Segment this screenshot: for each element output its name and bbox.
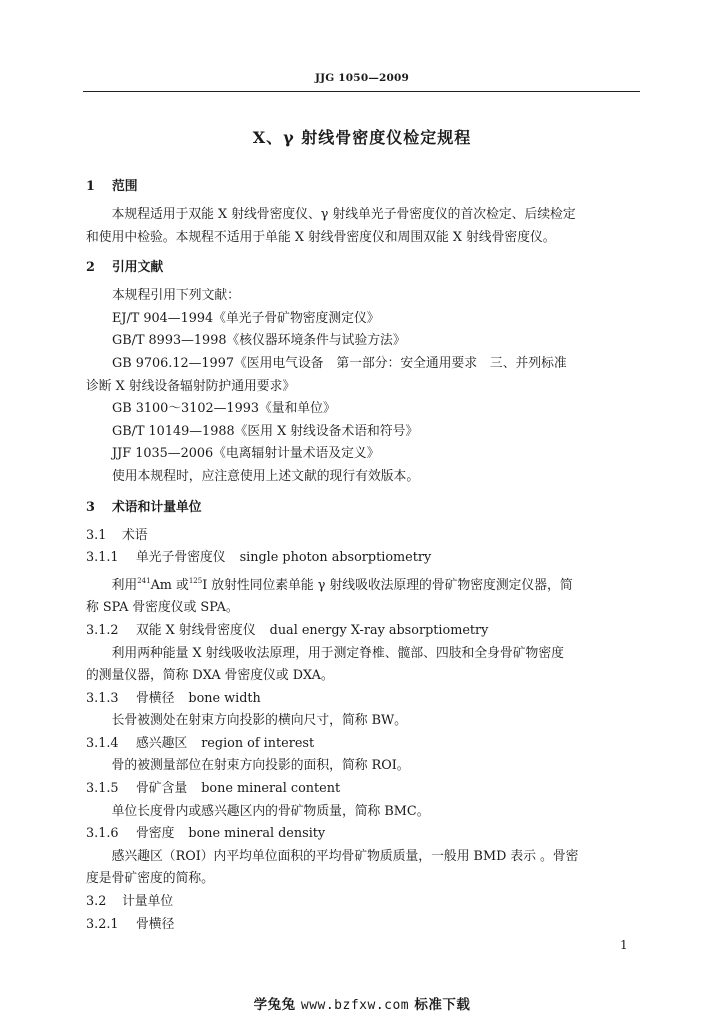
section-number: 3 xyxy=(86,499,95,515)
term-definition: 利用$^{241}$Am 或$^{125}$I 放射性同位素单能 γ 射线吸收法原理的骨矿物密度测定仪器，简 xyxy=(111,576,573,593)
term-number: 3.1.3 xyxy=(86,690,119,706)
page-number: 1 xyxy=(620,938,628,952)
section-2-heading xyxy=(86,257,640,279)
subsection-3-2: 3.2 计量单位 xyxy=(86,894,174,910)
header-rule xyxy=(83,91,640,92)
reference-item: GB 3100～3102—1993《量和单位》 xyxy=(112,401,336,417)
term-number: 3.1.5 xyxy=(86,781,119,797)
term-heading xyxy=(86,688,640,711)
term-english: region of interest xyxy=(201,735,315,751)
section-title: 引用文献 xyxy=(112,260,164,276)
term-definition-continuation: 称 SPA 骨密度仪或 SPA。 xyxy=(86,600,239,616)
term-english: bone mineral density xyxy=(188,826,326,842)
document-body xyxy=(86,176,640,936)
references-intro: 本规程引用下列文献： xyxy=(112,288,240,304)
reference-item-continuation: 诊断 X 射线设备辐射防护通用要求》 xyxy=(86,378,296,394)
term-number: 3.1.4 xyxy=(86,735,119,751)
term-english: dual energy X-ray absorptiometry xyxy=(269,622,489,638)
footer-site-name: 学兔兔 xyxy=(253,997,296,1013)
term-definition-continuation: 度是骨矿密度的简称。 xyxy=(86,871,214,887)
section-title: 范围 xyxy=(112,179,138,194)
term-chinese: 骨密度 xyxy=(136,826,175,842)
term-definition: 骨的被测量部位在射束方向投影的面积，简称 ROI。 xyxy=(111,758,410,774)
term-chinese: 双能 X 射线骨密度仪 xyxy=(136,622,256,638)
document-title: X、γ 射线骨密度仪检定规程 xyxy=(252,128,472,147)
term-definition: 利用两种能量 X 射线吸收法原理，用于测定脊椎、髋部、四肢和全身骨矿物密度 xyxy=(111,645,564,661)
section-title: 术语和计量单位 xyxy=(112,499,202,515)
subsection-3-2-1: 3.2.1 骨横径 xyxy=(86,916,175,932)
footer-tagline: 标准下载 xyxy=(414,997,471,1013)
reference-item: EJ/T 904—1994《单光子骨矿物密度测定仪》 xyxy=(112,310,380,326)
term-english: bone mineral content xyxy=(201,781,341,797)
term-definition: 感兴趣区（ROI）内平均单位面积的平均骨矿物质质量，一般用 BMD 表示 。骨密 xyxy=(111,848,579,864)
references-closing: 使用本规程时，应注意使用上述文献的现行有效版本。 xyxy=(112,468,420,484)
running-header: JJG 1050—2009 xyxy=(314,72,410,84)
term-number: 3.1.2 xyxy=(86,622,119,638)
reference-item: JJF 1035—2006《电离辐射计量术语及定义》 xyxy=(112,446,380,462)
term-number: 3.1.1 xyxy=(86,550,119,566)
term-definition-continuation: 的测量仪器，简称 DXA 骨密度仪或 DXA。 xyxy=(86,668,334,684)
reference-item: GB 9706.12—1997《医用电气设备 第一部分：安全通用要求 三、并列标准 xyxy=(112,355,567,371)
term-english: single photon absorptiometry xyxy=(239,550,432,566)
footer-url[interactable]: www.bzfxw.com xyxy=(300,998,410,1013)
term-chinese: 单光子骨密度仪 xyxy=(136,550,226,566)
term-chinese: 感兴趣区 xyxy=(136,735,188,751)
section-number: 2 xyxy=(86,260,95,276)
term-heading xyxy=(86,823,640,846)
term-heading xyxy=(86,547,640,570)
term-definition: 长骨被测处在射束方向投影的横向尺寸，简称 BW。 xyxy=(111,713,407,729)
term-chinese: 骨横径 xyxy=(136,690,175,706)
reference-item: GB/T 10149—1988《医用 X 射线设备术语和符号》 xyxy=(112,423,419,439)
term-definition: 单位长度骨内或感兴趣区内的骨矿物质量，简称 BMC。 xyxy=(111,803,430,819)
term-chinese: 骨矿含量 xyxy=(136,781,188,797)
term-heading xyxy=(86,733,640,756)
section-3-heading xyxy=(86,497,640,519)
reference-item: GB/T 8993—1998《核仪器环境条件与试验方法》 xyxy=(112,333,406,349)
term-number: 3.1.6 xyxy=(86,826,119,842)
section-number: 1 xyxy=(86,179,95,194)
footer-watermark xyxy=(0,993,724,1013)
scope-paragraph-line: 和使用中检验。本规程不适用于单能 X 射线骨密度仪和周围双能 X 射线骨密度仪。 xyxy=(86,229,556,245)
term-english: bone width xyxy=(188,690,261,706)
subsection-3-1: 3.1 术语 xyxy=(86,527,148,543)
term-heading xyxy=(86,620,640,643)
scope-paragraph-line: 本规程适用于双能 X 射线骨密度仪、γ 射线单光子骨密度仪的首次检定、后续检定 xyxy=(111,207,576,222)
section-1-heading xyxy=(86,176,640,198)
term-heading xyxy=(86,778,640,801)
